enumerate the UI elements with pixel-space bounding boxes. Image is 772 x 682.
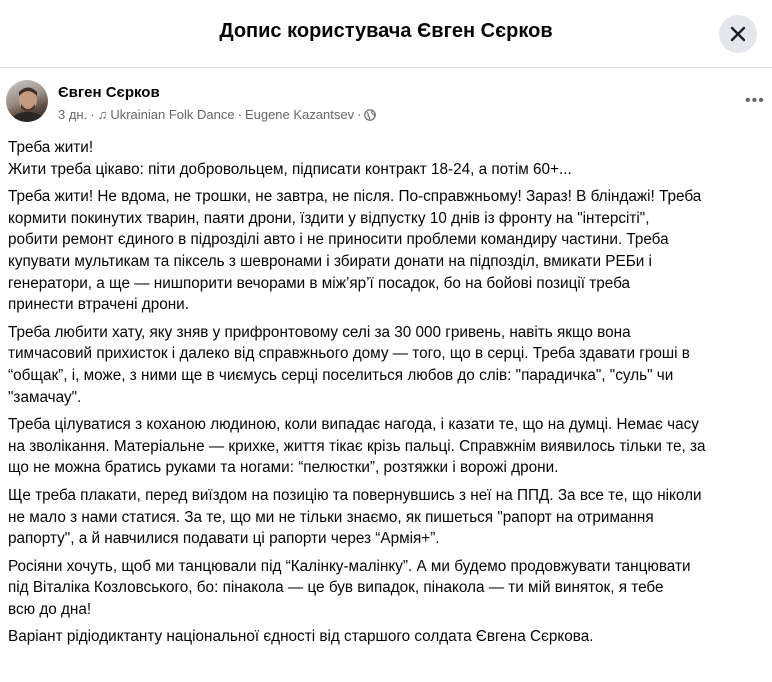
post-paragraph	[8, 414, 766, 479]
music-title[interactable]: Ukrainian Folk Dance	[110, 107, 235, 122]
dialog-title: Допис користувача Євген Сєрков	[219, 20, 553, 42]
text-line: Ще треба плакати, перед виїздом на позицію та повернувшись з неї на ППД. За все те, що ніколи	[8, 486, 702, 504]
author-name[interactable]: Євген Сєрков	[58, 84, 160, 101]
text-line: принести втрачені дрони.	[8, 296, 189, 314]
text-line: тимчасовий прихисток і далеко від справжнього дому — того, що в серці. Треба здавати гроші в	[8, 345, 690, 363]
text-line: під Віталіка Козловського, бо: пінакола — це був випадок, пінакола — ти мій виняток, я тебе	[8, 579, 664, 597]
separator: ·	[237, 107, 242, 122]
text-line: що не можна братись руками та ногами: “пелюстки”, розтяжки і ворожі дрони.	[8, 459, 559, 477]
post-paragraph	[8, 626, 766, 648]
close-button[interactable]	[719, 15, 757, 53]
text-line: генератори, а ще — нишпорити вечорами в між’яр’ї посадок, бо на бойові позиції треба	[8, 274, 631, 292]
post-paragraph	[8, 322, 766, 408]
text-line: рапорту", а й навчилися подавати ці рапорти через “Армія+”.	[8, 530, 440, 548]
text-line: робити ремонт єдиного в підрозділі авто і не приносити проблеми командиру частини. Треба	[8, 231, 669, 249]
text-line: Варіант рідіодиктанту національної єдності від старшого солдата Євгена Сєркова.	[8, 628, 594, 646]
text-line: купувати мультикам та піксель з шевронами і збирати донати на підпозділ, вмикати РЕБи і	[8, 252, 652, 270]
text-line: на зволікання. Матеріальне — крихке, життя тікає крізь пальці. Справжнім виявилось тільки те, за	[8, 437, 706, 455]
post-paragraph	[8, 556, 766, 621]
text-line: кормити покинутих тварин, паяти дрони, їздити у відпустку 10 днів із фронту на "інтерсіті",	[8, 209, 650, 227]
post-time[interactable]: 3 дн.	[58, 107, 88, 122]
text-line: Жити треба цікаво: піти добровольцем, підписати контракт 18-24, а потім 60+...	[8, 160, 572, 178]
separator: ·	[357, 107, 362, 122]
text-line: Треба жити!	[8, 139, 94, 156]
dialog-header	[0, 0, 772, 68]
text-line: не мало з нами статися. За те, що ми не тільки знаємо, як пишеться "рапорт на отримання	[8, 508, 654, 526]
author-avatar[interactable]	[6, 80, 48, 122]
separator: ·	[90, 107, 95, 122]
music-note-icon: ♫	[97, 107, 108, 122]
post-paragraph	[8, 137, 766, 180]
globe-icon	[364, 109, 376, 121]
text-line: Треба любити хату, яку зняв у прифронтовому селі за 30 000 гривень, навіть якщо вона	[8, 323, 631, 341]
close-icon	[730, 26, 746, 42]
more-options-button[interactable]: •••	[745, 92, 765, 109]
text-line: Росіяни хочуть, щоб ми танцювали під “Калінку-малінку”. А ми будемо продовжувати танцювати	[8, 557, 691, 575]
music-author[interactable]: Eugene Kazantsev	[244, 107, 355, 122]
text-line: Треба жити! Не вдома, не трошки, не завтра, не після. По-справжньому! Зараз! В бліндажі! Треба	[8, 188, 702, 206]
text-line: "замачау".	[8, 388, 82, 406]
post-meta	[58, 107, 376, 122]
avatar-photo-icon	[6, 80, 48, 122]
post-paragraph	[8, 485, 766, 550]
text-line: Треба цілуватися з коханою людиною, коли випадає нагода, і казати те, що на думці. Немає часу	[8, 416, 699, 434]
text-line: “общак”, і, може, з ними ще в чиємусь серці поселиться любов до слів: "парадичка", "суль" чи	[8, 366, 674, 384]
post-paragraph	[8, 186, 766, 316]
text-line: всю до дна!	[8, 600, 92, 618]
post-text	[8, 137, 766, 654]
